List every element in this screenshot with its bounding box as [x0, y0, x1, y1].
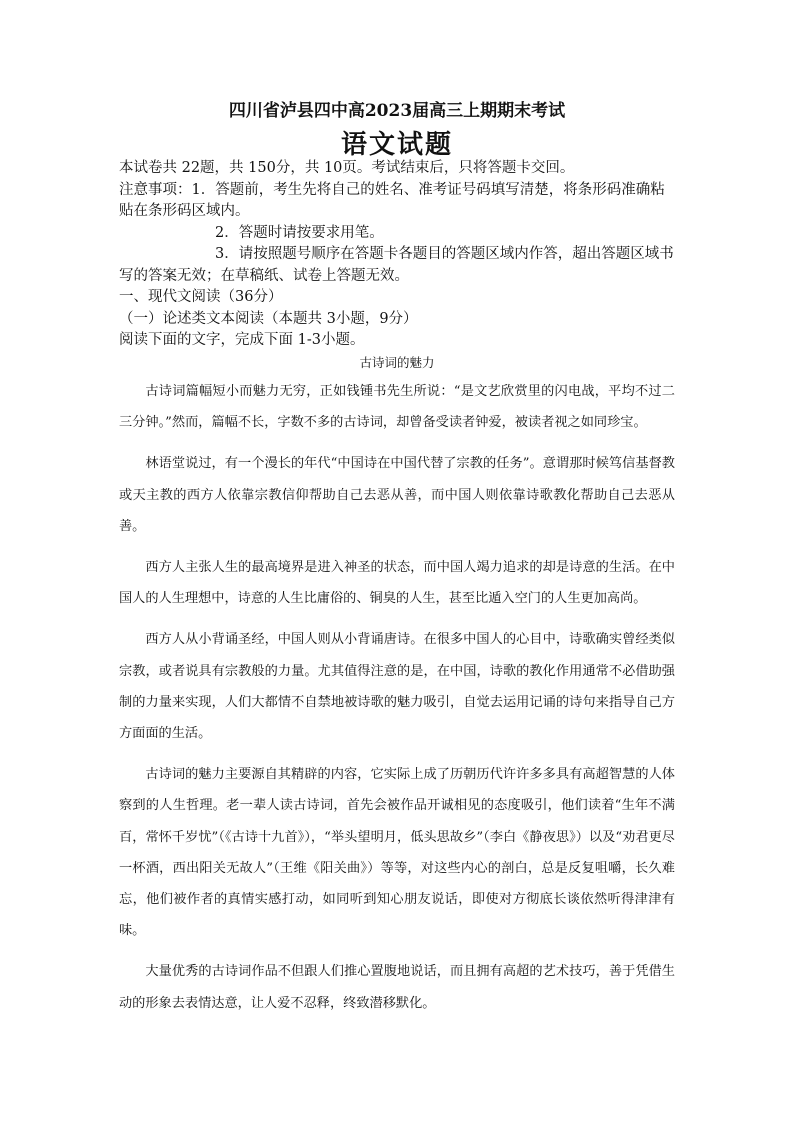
note-item-3: 3．请按照题号顺序在答题卡各题目的答题区域内作答，超出答题区域书写的答案无效；在草稿纸、试卷上答题无效。 [119, 246, 674, 284]
instructions-block [119, 158, 679, 352]
note-item-1: 注意事项：1．答题前，考生先将自己的姓名、准考证号码填写清楚，将条形码准确粘贴在条形码区域内。 [119, 181, 665, 219]
reading-prompt: 阅读下面的文字，完成下面 1-3小题。 [119, 332, 365, 348]
article-paragraph: 西方人主张人生的最高境界是进入神圣的状态，而中国人竭力追求的却是诗意的生活。在中国人的人生理想中，诗意的人生比庸俗的、铜臭的人生，甚至比遁入空门的人生更加高尚。 [119, 560, 675, 607]
exam-title: 四川省泸县四中高2023届高三上期期末考试 [228, 101, 566, 121]
article-paragraph: 古诗词的魅力主要源自其精辟的内容，它实际上成了历朝历代许许多多具有高超智慧的人体察到的人生哲理。老一辈人读古诗词，首先会被作品开诚相见的态度吸引，他们读着“生年不满百，常怀千岁忧”（《古诗十九首》），“举头望明月，低头思故乡”（李白《静夜思》）以及“劝君更尽一杯酒，西出阳关无故人”（王维《阳关曲》）等等，对这些内心的剖白，总是反复咀嚼，长久难忘，他们被作者的真情实感打动，如同听到知心朋友说话，即使对方彻底长谈依然听得津津有味。 [119, 767, 675, 939]
article-paragraph: 古诗词篇幅短小而魅力无穷，正如钱锺书先生所说：“是文艺欣赏里的闪电战，平均不过二三分钟。”然而，篇幅不长，字数不多的古诗词，却曾备受读者钟爱，被读者视之如同珍宝。 [119, 384, 675, 431]
section-subheading: （一）论述类文本阅读（本题共 3小题，9分） [119, 310, 418, 327]
note-item-2: 2．答题时请按要求用笔。 [215, 224, 384, 241]
exam-info-line: 本试卷共 22题，共 150分，共 10页。考试结束后，只将答题卡交回。 [119, 160, 575, 176]
article-paragraph: 大量优秀的古诗词作品不但跟人们推心置腹地说话，而且拥有高超的艺术技巧，善于凭借生动的形象去表情达意，让人爱不忍释，终致潜移默化。 [119, 964, 675, 1011]
article-body [119, 376, 675, 1029]
article-title: 古诗词的魅力 [359, 355, 435, 370]
subject-title: 语文试题 [340, 130, 453, 160]
article-paragraph: 西方人从小背诵圣经，中国人则从小背诵唐诗。在很多中国人的心目中，诗歌确实曾经类似宗教，或者说具有宗教般的力量。尤其值得注意的是，在中国，诗歌的教化作用通常不必借助强制的力量来实现，人们大都情不自禁地被诗歌的魅力吸引，自觉去运用记诵的诗句来指导自己方方面面的生活。 [119, 632, 675, 742]
section-heading: 一、现代文阅读（36分） [119, 289, 283, 305]
article-paragraph: 林语堂说过，有一个漫长的年代“中国诗在中国代替了宗教的任务”。意谓那时候笃信基督教或天主教的西方人依靠宗教信仰帮助自己去恶从善，而中国人则依靠诗歌教化帮助自己去恶从善。 [119, 456, 675, 534]
